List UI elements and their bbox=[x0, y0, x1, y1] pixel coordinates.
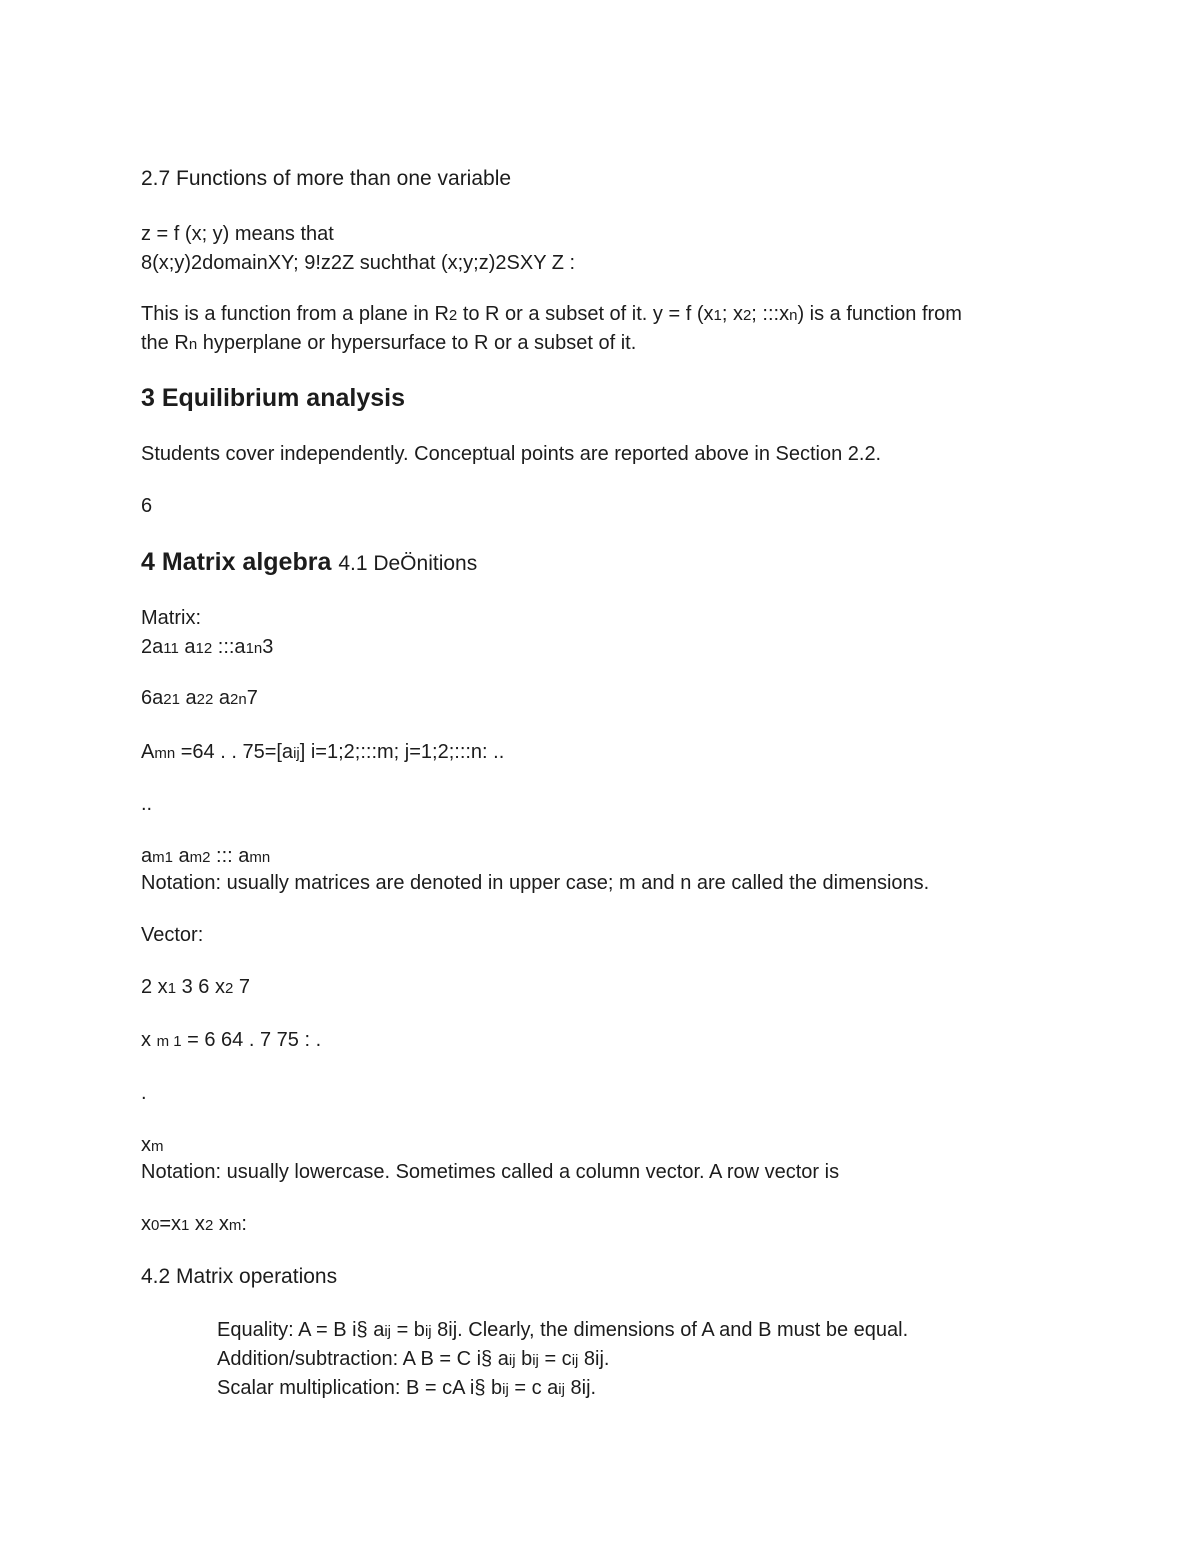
text-run: a bbox=[141, 845, 153, 867]
text-run: 7 bbox=[233, 976, 250, 998]
text-run: ; :::x bbox=[751, 303, 790, 325]
vector-row-1 bbox=[141, 977, 250, 997]
text-run: =x bbox=[159, 1213, 182, 1235]
math-subscript: 1 bbox=[713, 307, 722, 324]
math-subscript: ij bbox=[571, 1352, 579, 1369]
section-4-title bbox=[141, 550, 477, 575]
math-subscript: m bbox=[228, 1217, 242, 1234]
math-subscript: mn bbox=[249, 849, 271, 866]
math-subscript: 2 bbox=[742, 307, 752, 324]
math-subscript: m1 bbox=[152, 849, 173, 866]
matrix-row-2 bbox=[141, 688, 258, 708]
matrix-dots: .. bbox=[141, 793, 153, 815]
math-subscript: 2n bbox=[230, 691, 247, 708]
section-2-7-title: 2.7 Functions of more than one variable bbox=[141, 167, 512, 190]
matrix-definition-row bbox=[141, 742, 504, 762]
vector-dot: . bbox=[141, 1082, 147, 1104]
text-run: x bbox=[141, 1029, 157, 1051]
addition-rule bbox=[217, 1349, 609, 1369]
math-subscript: 22 bbox=[196, 691, 214, 708]
text-run: Addition/subtraction: A B = C i§ a bbox=[217, 1348, 509, 1370]
text-run: 6a bbox=[141, 687, 164, 709]
text-run: This is a function from a plane in R bbox=[141, 303, 449, 325]
math-subscript: 1 bbox=[167, 980, 177, 997]
equality-rule bbox=[217, 1320, 908, 1340]
matrix-label: Matrix: bbox=[141, 607, 201, 629]
text-run: = 6 64 . 7 75 : . bbox=[181, 1029, 322, 1051]
section-3-text: Students cover independently. Conceptual points are reported above in Section 2.2. bbox=[141, 443, 882, 465]
text-run: a bbox=[178, 636, 196, 658]
function-formula-line: 8(x;y)2domainXY; 9!z2Z suchthat (x;y;z)2SXY Z : bbox=[141, 252, 576, 274]
vector-notation: Notation: usually lowercase. Sometimes called a column vector. A row vector is bbox=[141, 1161, 840, 1183]
section-4-1-subtitle: 4.1 DeÖnitions bbox=[338, 552, 478, 575]
math-subscript: 12 bbox=[195, 640, 213, 657]
text-run: 8ij. bbox=[564, 1377, 597, 1399]
math-subscript: 0 bbox=[151, 1217, 160, 1234]
text-run: 7 bbox=[246, 687, 258, 709]
math-subscript: ij bbox=[293, 745, 300, 762]
function-paragraph-line-2 bbox=[141, 333, 636, 353]
section-4-2-title: 4.2 Matrix operations bbox=[141, 1265, 338, 1288]
text-run: 3 bbox=[262, 636, 274, 658]
text-run: : bbox=[241, 1213, 247, 1235]
math-subscript: ij bbox=[508, 1352, 516, 1369]
vector-definition-row bbox=[141, 1030, 321, 1050]
function-definition-line: z = f (x; y) means that bbox=[141, 223, 334, 245]
math-subscript: ij bbox=[558, 1381, 565, 1398]
matrix-last-row bbox=[141, 846, 270, 866]
vector-label: Vector: bbox=[141, 924, 204, 946]
text-run: =64 . . 75=[a bbox=[175, 741, 294, 763]
math-subscript: 11 bbox=[163, 640, 179, 657]
math-subscript: ij bbox=[384, 1323, 392, 1340]
math-subscript: 2 bbox=[224, 980, 234, 997]
text-run: a bbox=[172, 845, 190, 867]
text-run: A bbox=[141, 741, 155, 763]
text-run: x bbox=[213, 1213, 229, 1235]
section-3-title: 3 Equilibrium analysis bbox=[141, 384, 405, 412]
text-run: ::: a bbox=[210, 845, 250, 867]
row-vector-formula bbox=[141, 1214, 247, 1234]
math-subscript: m2 bbox=[189, 849, 211, 866]
matrix-notation: Notation: usually matrices are denoted in upper case; m and n are called the dimensions. bbox=[141, 872, 930, 894]
text-run: Scalar multiplication: B = cA i§ b bbox=[217, 1377, 503, 1399]
math-subscript: ij bbox=[424, 1323, 432, 1340]
math-subscript: n bbox=[789, 307, 798, 324]
text-run: ; x bbox=[721, 303, 743, 325]
text-run: :::a bbox=[212, 636, 246, 658]
text-run: the R bbox=[141, 332, 189, 354]
text-run: 2a bbox=[141, 636, 164, 658]
text-run: x bbox=[189, 1213, 205, 1235]
math-subscript: 21 bbox=[163, 691, 180, 708]
text-run: a bbox=[179, 687, 197, 709]
math-subscript: m bbox=[151, 1138, 164, 1155]
text-run: 2 x bbox=[141, 976, 168, 998]
text-run: = c a bbox=[508, 1377, 559, 1399]
text-run: x bbox=[141, 1134, 151, 1156]
math-subscript: m 1 bbox=[156, 1033, 182, 1050]
matrix-row-1 bbox=[141, 637, 273, 657]
text-run: ] i=1;2;:::m; j=1;2;:::n: .. bbox=[299, 741, 505, 763]
text-run: a bbox=[213, 687, 230, 709]
math-subscript: 1n bbox=[245, 640, 263, 657]
math-subscript: 1 bbox=[181, 1217, 190, 1234]
vector-last-row bbox=[141, 1135, 164, 1155]
text-run: = c bbox=[538, 1348, 572, 1370]
text-run: 4 Matrix algebra bbox=[141, 548, 332, 576]
math-subscript: ij bbox=[532, 1352, 539, 1369]
scalar-multiplication-rule bbox=[217, 1378, 596, 1398]
text-run: ) is a function from bbox=[797, 303, 962, 325]
text-run: x bbox=[141, 1213, 151, 1235]
text-run: 3 6 x bbox=[176, 976, 225, 998]
math-subscript: n bbox=[188, 336, 198, 353]
text-run: = b bbox=[391, 1319, 425, 1341]
text-run: hyperplane or hypersurface to R or a subset of it. bbox=[197, 332, 637, 354]
text-run: 8ij. Clearly, the dimensions of A and B must be equal. bbox=[431, 1319, 909, 1341]
math-subscript: 2 bbox=[448, 307, 458, 324]
math-subscript: ij bbox=[502, 1381, 509, 1398]
text-run: 8ij. bbox=[578, 1348, 610, 1370]
math-subscript: mn bbox=[154, 745, 176, 762]
text-run: to R or a subset of it. y = f (x bbox=[457, 303, 714, 325]
text-run: b bbox=[515, 1348, 533, 1370]
page-number: 6 bbox=[141, 495, 153, 517]
text-run: Equality: A = B i§ a bbox=[217, 1319, 385, 1341]
function-paragraph-line-1 bbox=[141, 304, 962, 324]
math-subscript: 2 bbox=[204, 1217, 214, 1234]
